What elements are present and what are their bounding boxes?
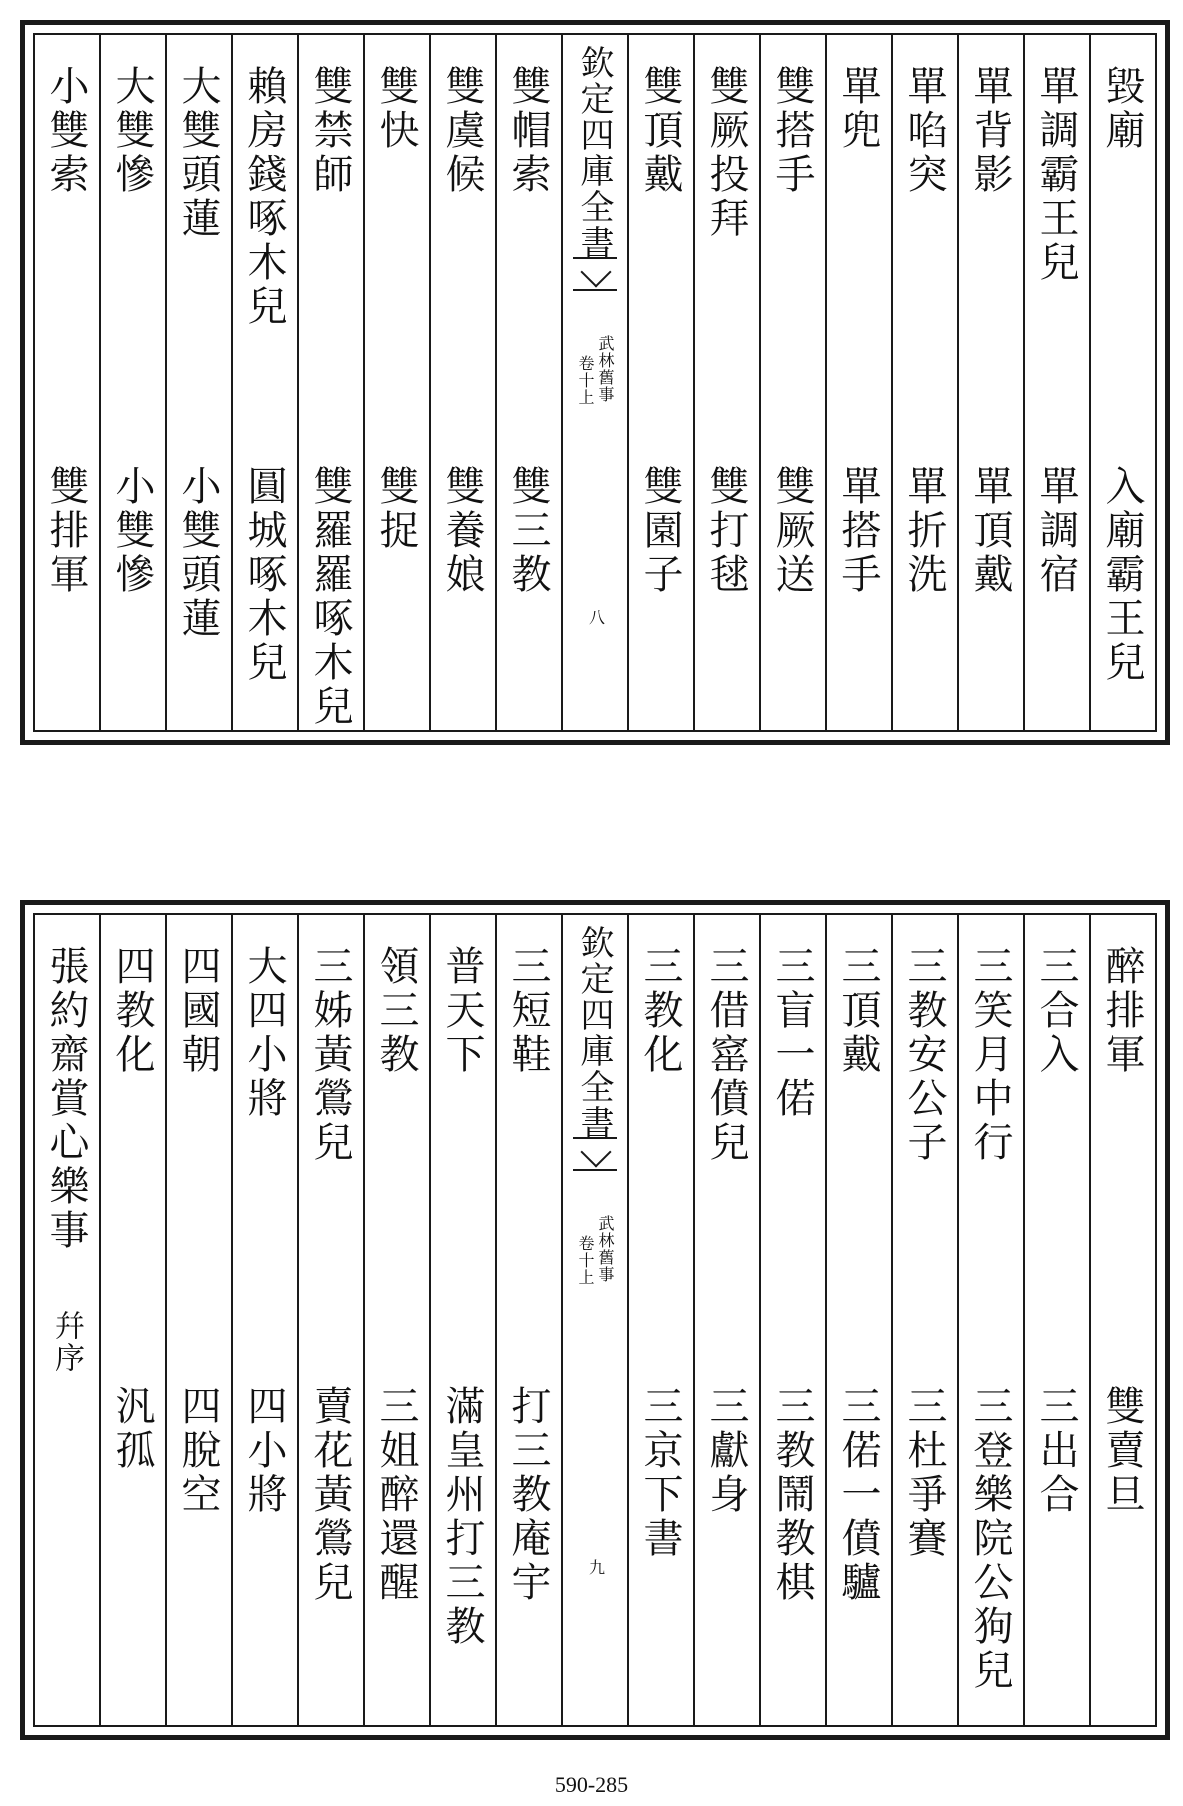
entry-bottom: 滿皇州打三教 [439, 1385, 485, 1649]
text-column [759, 35, 825, 730]
entry-bottom: 三偌一僨驢 [835, 1385, 881, 1605]
fish-tail-mark [573, 1137, 617, 1171]
text-column [693, 915, 759, 1725]
book-title: 欽定四庫全書 [574, 45, 614, 261]
top-page-panel [20, 20, 1170, 745]
text-column [429, 915, 495, 1725]
entry-bottom: 雙養娘 [439, 465, 485, 597]
text-column [363, 35, 429, 730]
entry-top: 雙虞候 [439, 65, 485, 197]
entry-bottom: 三獻身 [703, 1385, 749, 1517]
entry-bottom: 四脫空 [175, 1385, 221, 1517]
text-column [35, 35, 99, 730]
entry-top: 大雙慘 [109, 65, 155, 197]
page-footer-code: 590-285 [554, 1772, 629, 1797]
entry-top: 三笑月中行 [967, 945, 1013, 1165]
entry-top: 三盲一偌 [769, 945, 815, 1121]
entry-top: 毀廟 [1099, 65, 1145, 153]
entry-top: 三借窰僨兒 [703, 945, 749, 1165]
text-column [231, 35, 297, 730]
volume-ref: 卷十上 [576, 1235, 595, 1286]
entry-bottom: 打三教庵宇 [505, 1385, 551, 1605]
entry-bottom: 單折洗 [901, 465, 947, 597]
bottom-page-panel [20, 900, 1170, 1740]
text-column [99, 915, 165, 1725]
entry-top: 單調霸王兒 [1033, 65, 1079, 285]
entry-bottom: 三京下書 [637, 1385, 683, 1561]
entry-top: 大四小將 [241, 945, 287, 1121]
text-column [1089, 915, 1155, 1725]
text-column [363, 915, 429, 1725]
source-ref: 武林舊事 [596, 1215, 615, 1283]
entry-bottom: 三登樂院公狗兒 [967, 1385, 1013, 1693]
book-title: 欽定四庫全書 [574, 925, 614, 1141]
top-page-frame [33, 33, 1157, 732]
page-number: 九 [589, 1558, 606, 1577]
entry-top: 單兜 [835, 65, 881, 153]
text-column [495, 35, 561, 730]
entry-bottom: 三姐醉還醒 [373, 1385, 419, 1605]
entry-top: 三教化 [637, 945, 683, 1077]
entry-top: 領三教 [373, 945, 419, 1077]
entry-bottom: 單搭手 [835, 465, 881, 597]
center-margin-column [561, 915, 627, 1725]
entry-top: 三合入 [1033, 945, 1079, 1077]
text-column [957, 915, 1023, 1725]
text-column [231, 915, 297, 1725]
text-column [297, 35, 363, 730]
entry-top: 雙厥投拜 [703, 65, 749, 241]
entry-bottom: 雙園子 [637, 465, 683, 597]
entry-bottom: 雙厥送 [769, 465, 815, 597]
text-column [1023, 915, 1089, 1725]
entry-bottom: 四小將 [241, 1385, 287, 1517]
entry-bottom: 三教鬧教棋 [769, 1385, 815, 1605]
volume-ref: 卷十上 [576, 355, 595, 406]
entry-top: 單啗突 [901, 65, 947, 197]
fish-tail-mark [573, 257, 617, 291]
text-column [891, 915, 957, 1725]
entry-bottom: 圓城啄木兒 [241, 465, 287, 685]
text-column [957, 35, 1023, 730]
entry-top: 單背影 [967, 65, 1013, 197]
entry-top: 三頂戴 [835, 945, 881, 1077]
entry-top: 三姊黃鶯兒 [307, 945, 353, 1165]
text-column [297, 915, 363, 1725]
entry-top: 四教化 [109, 945, 155, 1077]
entry-top: 雙禁師 [307, 65, 353, 197]
text-column [99, 35, 165, 730]
text-column [825, 915, 891, 1725]
entry-bottom: 賣花黃鶯兒 [307, 1385, 353, 1605]
entry-top: 雙快 [373, 65, 419, 153]
entry-bottom: 雙三教 [505, 465, 551, 597]
text-column [165, 35, 231, 730]
entry-top: 大雙頭蓮 [175, 65, 221, 241]
entry-bottom: 雙打毬 [703, 465, 749, 597]
entry-top: 醉排軍 [1099, 945, 1145, 1077]
entry-bottom: 三杜爭賽 [901, 1385, 947, 1561]
text-column [627, 35, 693, 730]
text-column [891, 35, 957, 730]
entry-bottom: 入廟霸王兒 [1099, 465, 1145, 685]
entry-top: 小雙索 [43, 65, 89, 197]
text-column [429, 35, 495, 730]
entry-top: 雙頂戴 [637, 65, 683, 197]
entry-top: 三短鞋 [505, 945, 551, 1077]
text-column [825, 35, 891, 730]
entry-bottom: 雙排軍 [43, 465, 89, 597]
entry-top: 普天下 [439, 945, 485, 1077]
bottom-page-frame [33, 913, 1157, 1727]
text-column [165, 915, 231, 1725]
page-number: 八 [589, 608, 606, 627]
entry-top: 四國朝 [175, 945, 221, 1077]
entry-bottom: 小雙頭蓮 [175, 465, 221, 641]
entry-top: 賴房錢啄木兒 [241, 65, 287, 329]
entry-bottom: 汎孤 [109, 1385, 155, 1473]
entry-bottom: 小雙慘 [109, 465, 155, 597]
bottom-columns [35, 915, 1155, 1725]
source-ref: 武林舊事 [596, 335, 615, 403]
entry-bottom: 雙捉 [373, 465, 419, 553]
section-heading-note: 幷序 [49, 1310, 84, 1374]
text-column [1023, 35, 1089, 730]
text-column [759, 915, 825, 1725]
text-column [693, 35, 759, 730]
entry-bottom: 雙羅羅啄木兒 [307, 465, 353, 729]
text-column [627, 915, 693, 1725]
text-column [35, 915, 99, 1725]
section-heading: 張約齋賞心樂事 [43, 945, 89, 1253]
entry-bottom: 單頂戴 [967, 465, 1013, 597]
entry-bottom: 三出合 [1033, 1385, 1079, 1517]
entry-top: 雙搭手 [769, 65, 815, 197]
entry-top: 雙帽索 [505, 65, 551, 197]
entry-top: 三教安公子 [901, 945, 947, 1165]
entry-bottom: 單調宿 [1033, 465, 1079, 597]
text-column [1089, 35, 1155, 730]
entry-bottom: 雙賣旦 [1099, 1385, 1145, 1517]
center-margin-column [561, 35, 627, 730]
top-columns [35, 35, 1155, 730]
text-column [495, 915, 561, 1725]
